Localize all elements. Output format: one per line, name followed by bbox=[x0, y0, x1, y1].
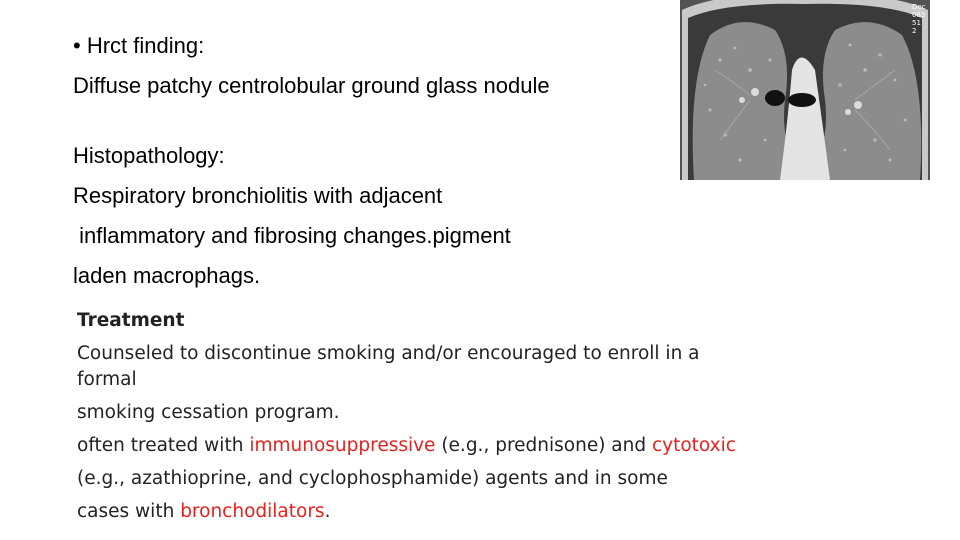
treatment-text: . bbox=[324, 501, 331, 522]
histo-heading: Histopathology: bbox=[73, 143, 225, 168]
hrct-text: Diffuse patchy centrolobular ground glass nodule bbox=[73, 73, 550, 98]
cytotoxic-highlight: cytotoxic bbox=[651, 435, 736, 456]
ct-scan-image bbox=[680, 0, 930, 180]
treatment-text: often treated with bbox=[77, 435, 250, 456]
hrct-heading: • Hrct finding: bbox=[73, 33, 205, 58]
ct-label-1: Dec bbox=[912, 3, 926, 11]
spacer bbox=[73, 106, 653, 136]
treatment-line-1: Counseled to discontinue smoking and/or encouraged to enroll in a bbox=[77, 343, 700, 364]
ct-label-2: 083 bbox=[912, 11, 926, 19]
findings-block bbox=[73, 26, 653, 296]
treatment-line-4 bbox=[77, 433, 917, 459]
treatment-heading: Treatment bbox=[77, 310, 185, 331]
ct-label-4: 2 bbox=[912, 27, 917, 35]
treatment-line-3: smoking cessation program. bbox=[77, 402, 340, 423]
treatment-block bbox=[77, 308, 917, 525]
ct-label-3: 51 bbox=[912, 19, 921, 27]
histo-line-1: Respiratory bronchiolitis with adjacent bbox=[73, 183, 443, 208]
treatment-line-2: formal bbox=[77, 369, 137, 390]
treatment-text: (e.g., prednisone) and bbox=[435, 435, 652, 456]
treatment-text: cases with bbox=[77, 501, 181, 522]
treatment-line-5: (e.g., azathioprine, and cyclophosphamide) agents and in some bbox=[77, 468, 668, 489]
histo-line-3: laden macrophags. bbox=[73, 263, 261, 288]
histo-line-2: inflammatory and fibrosing changes.pigment bbox=[73, 223, 511, 248]
bronchodilators-highlight: bronchodilators bbox=[180, 501, 325, 522]
immunosuppressive-highlight: immunosuppressive bbox=[249, 435, 436, 456]
treatment-line-6 bbox=[77, 499, 917, 525]
